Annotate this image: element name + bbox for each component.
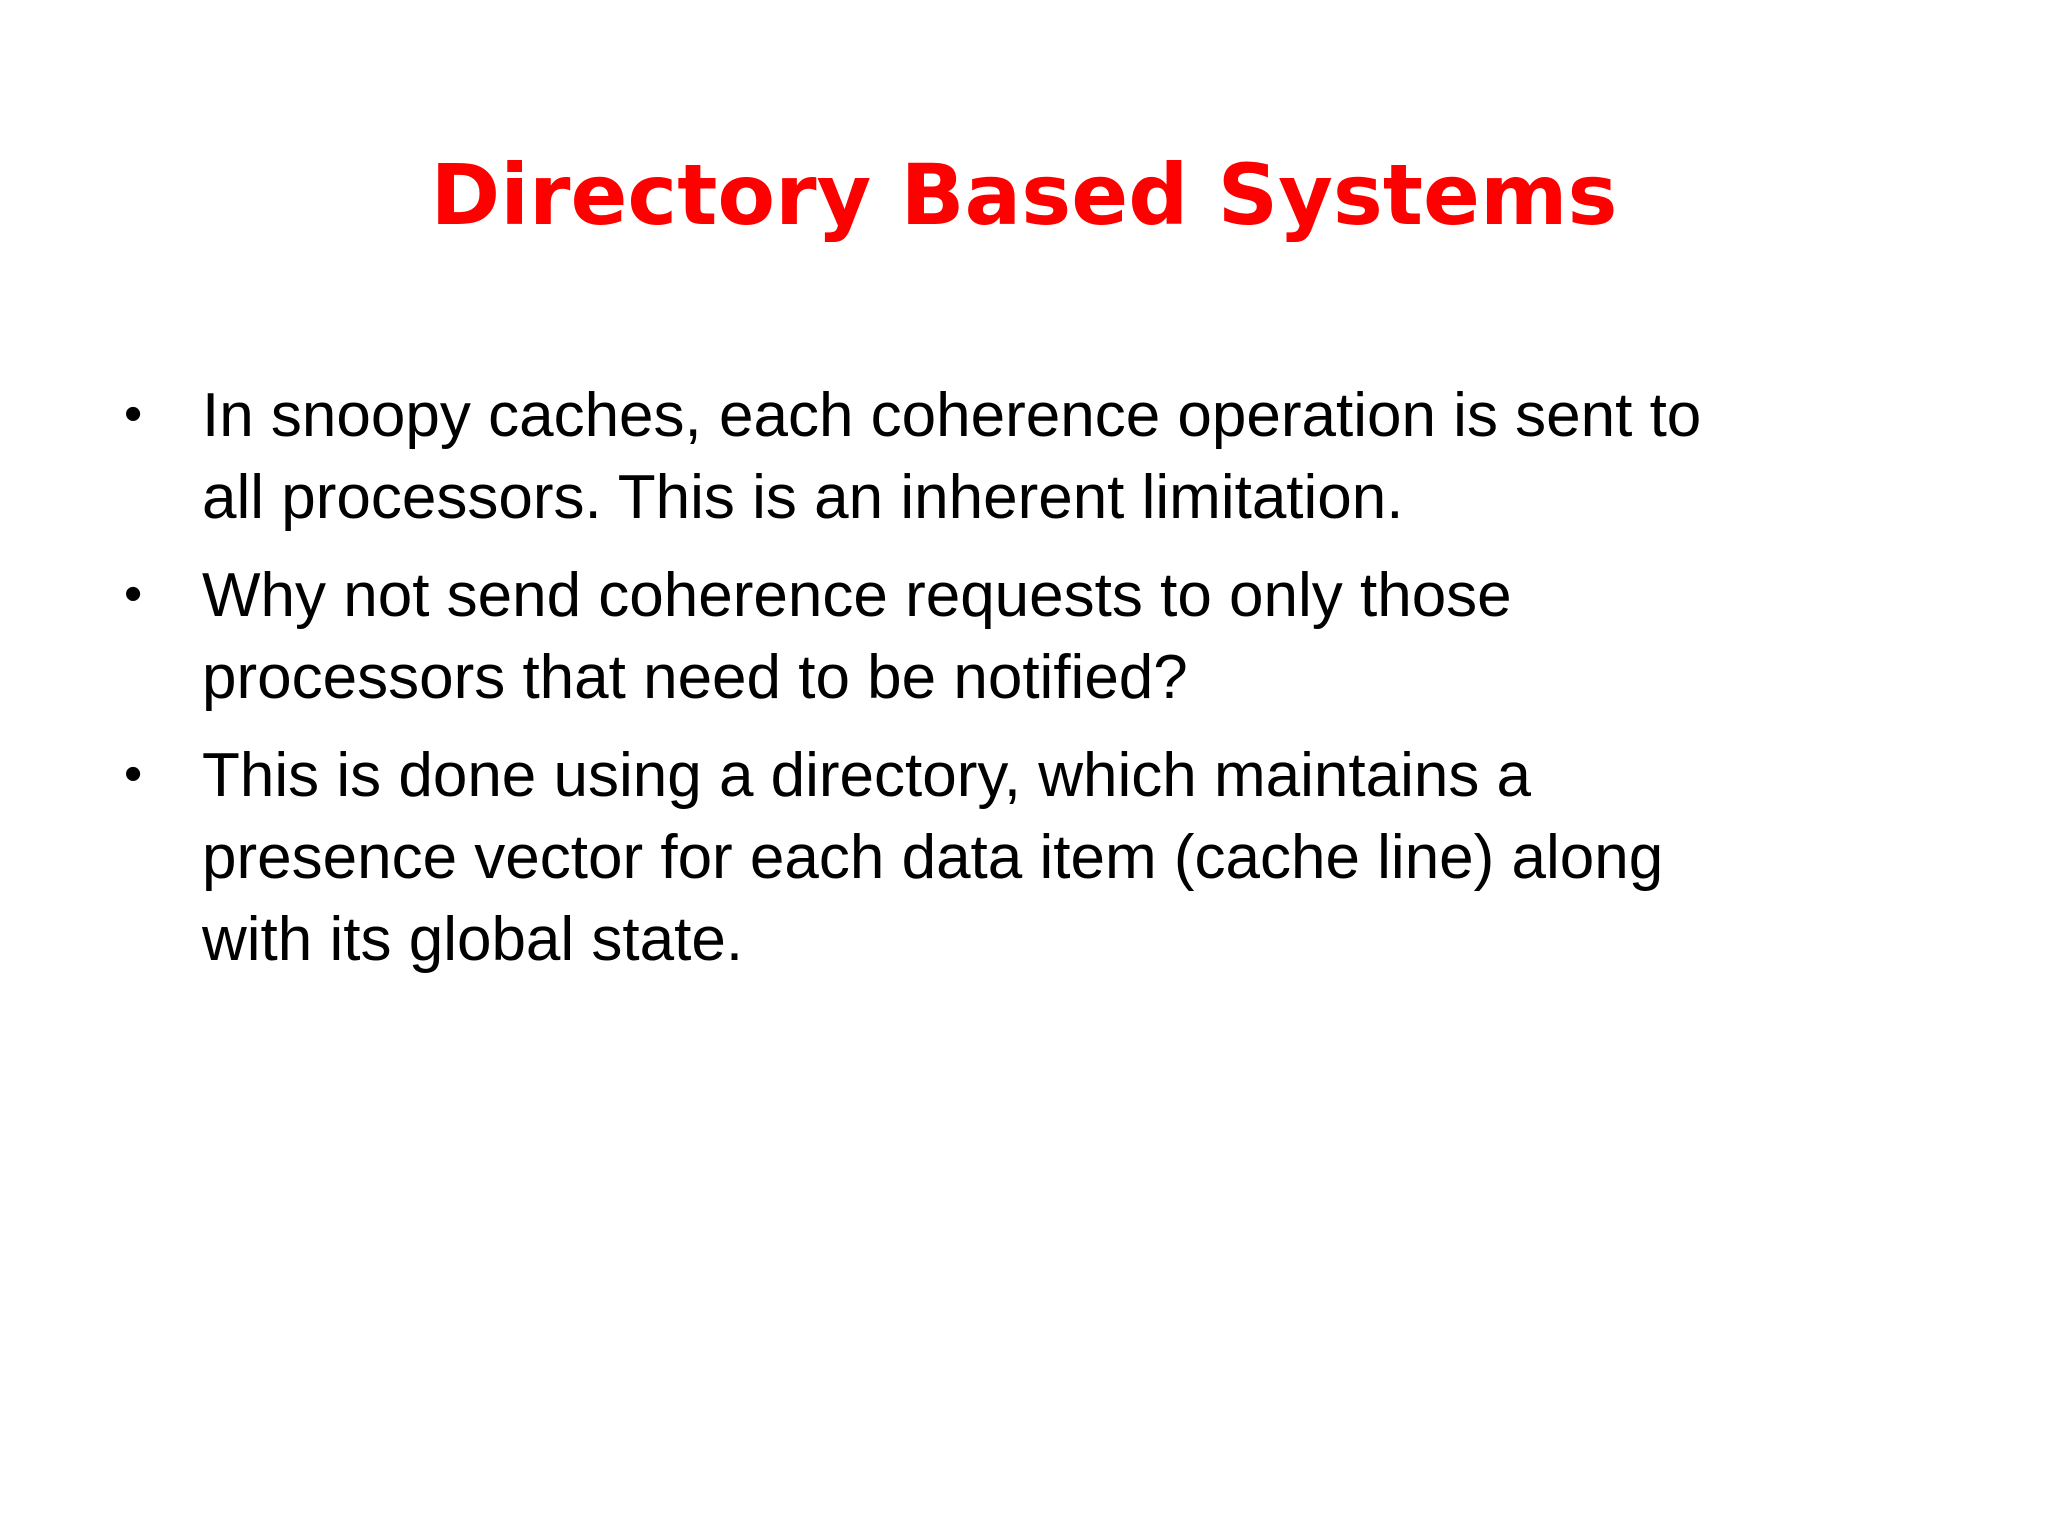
bullet-text-line: with its global state.: [202, 905, 744, 974]
bullet-dot-icon: •: [124, 385, 143, 443]
bullet-text-line: This is done using a directory, which maintains a: [202, 741, 1532, 810]
bullet-dot-icon: •: [124, 745, 143, 803]
bullet-text-line: Why not send coherence requests to only those: [202, 561, 1512, 630]
bullet-dot-icon: •: [124, 565, 143, 623]
bullet-text-line: presence vector for each data item (cache line) along: [202, 823, 1664, 892]
bullet-list: [120, 375, 1940, 997]
bullet-text-line: all processors. This is an inherent limitation.: [202, 463, 1404, 532]
bullet-item: [120, 375, 1940, 539]
bullet-item: [120, 735, 1940, 981]
bullet-text-line: In snoopy caches, each coherence operation is sent to: [202, 381, 1702, 450]
bullet-text-line: processors that need to be notified?: [202, 643, 1188, 712]
slide-title: Directory Based Systems: [430, 146, 1618, 244]
bullet-item: [120, 555, 1940, 719]
